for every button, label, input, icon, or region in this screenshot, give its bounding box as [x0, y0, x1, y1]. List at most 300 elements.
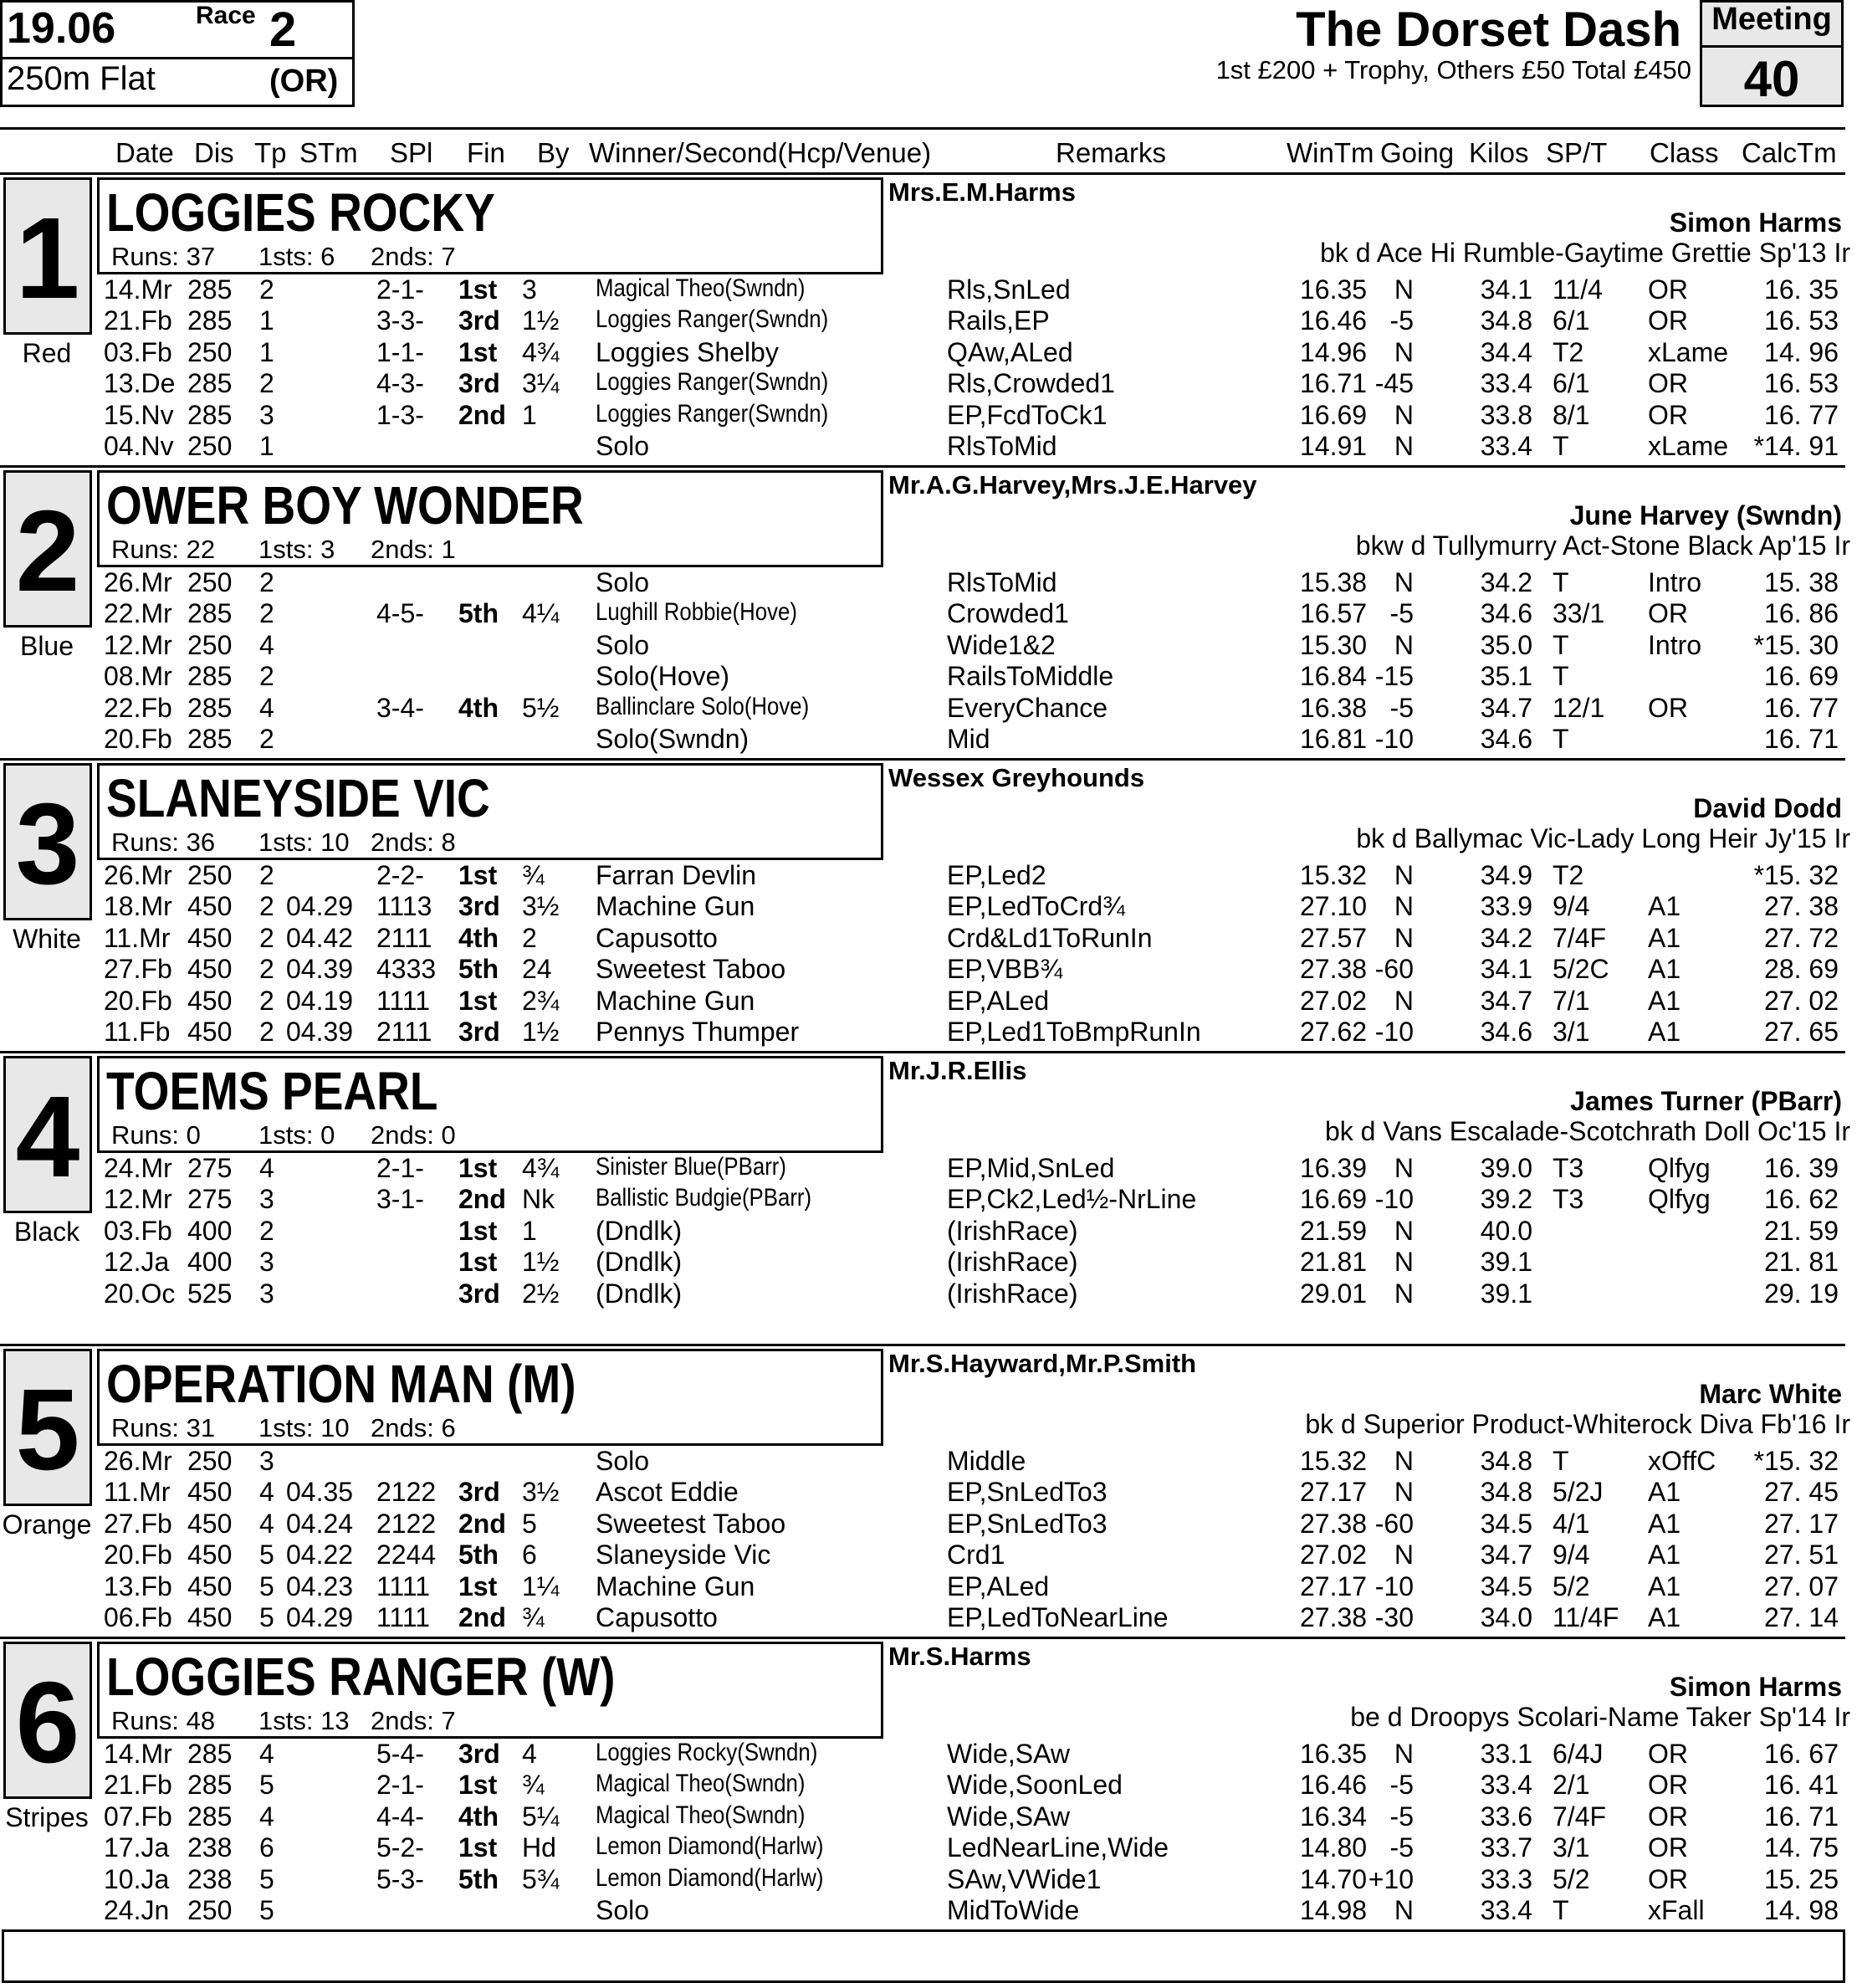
form-remarks: Wide,SAw — [947, 1739, 1071, 1769]
form-winner: Solo(Hove) — [596, 661, 730, 692]
form-dis: 285 — [187, 1739, 233, 1769]
form-calc: *14. 91 — [1753, 431, 1839, 461]
form-cls: A1 — [1648, 1508, 1681, 1539]
form-winner: Slaneyside Vic — [596, 1540, 771, 1570]
owner-name: Mrs.E.M.Harms — [888, 177, 1076, 207]
form-wintm: 14.80 — [1300, 1832, 1368, 1863]
form-remarks: QAw,ALed — [947, 336, 1073, 367]
form-row — [0, 1770, 1857, 1801]
form-cls: xLame — [1648, 431, 1729, 461]
form-dis: 250 — [187, 629, 233, 660]
form-cls: xLame — [1648, 336, 1729, 367]
form-cls: A1 — [1648, 985, 1681, 1016]
form-kilos: 34.6 — [1480, 1017, 1532, 1047]
form-kilos: 33.3 — [1480, 1863, 1532, 1894]
form-calc: *15. 32 — [1753, 860, 1839, 890]
form-by: 5½ — [522, 692, 560, 723]
form-going: N — [1394, 1153, 1414, 1183]
seconds-count: 2nds: 8 — [371, 827, 456, 857]
form-row — [0, 1247, 1857, 1278]
form-fin: 2nd — [458, 399, 506, 430]
form-cls: A1 — [1648, 1540, 1681, 1570]
trap-number: 1 — [15, 194, 80, 323]
form-cls: A1 — [1648, 891, 1681, 922]
form-row — [0, 1602, 1857, 1634]
form-date: 27.Fb — [104, 954, 172, 985]
form-cls: Qlfyg — [1648, 1184, 1711, 1215]
form-by: 4¾ — [522, 336, 560, 367]
form-by: Nk — [522, 1184, 555, 1215]
form-calc: 21. 59 — [1764, 1215, 1839, 1246]
breeding: bkw d Tullymurry Act-Stone Black Ap'15 Ir — [1355, 530, 1850, 561]
firsts-count: 1sts: 10 — [258, 827, 350, 857]
form-fin: 3rd — [458, 1477, 500, 1508]
form-calc: 16. 71 — [1764, 724, 1839, 754]
form-dis: 238 — [187, 1832, 233, 1863]
dog-stats — [111, 1120, 456, 1150]
form-date: 15.Nv — [104, 399, 174, 430]
form-row — [0, 954, 1857, 986]
form-remarks: EP,Led2 — [947, 860, 1046, 890]
form-kilos: 39.1 — [1480, 1278, 1532, 1309]
form-tp: 5 — [259, 1863, 274, 1894]
form-date: 21.Fb — [104, 1770, 172, 1801]
form-dis: 450 — [187, 1540, 233, 1570]
form-spl: 2122 — [376, 1477, 437, 1508]
form-calc: 16. 39 — [1764, 1153, 1839, 1183]
form-wintm: 27.02 — [1300, 985, 1368, 1016]
form-sp: 11/4 — [1553, 274, 1603, 305]
form-tp: 2 — [259, 1017, 274, 1047]
form-spl: 2-1- — [376, 1153, 424, 1183]
form-winner: Magical Theo(Swndn) — [596, 1770, 806, 1798]
form-wintm: 27.17 — [1300, 1477, 1368, 1508]
form-kilos: 34.5 — [1480, 1508, 1532, 1539]
form-going: N — [1394, 567, 1414, 597]
form-dis: 275 — [187, 1184, 233, 1215]
form-row — [0, 724, 1857, 756]
form-calc: 27. 17 — [1764, 1508, 1839, 1539]
form-date: 26.Mr — [104, 1446, 172, 1476]
form-remarks: Wide,SAw — [947, 1801, 1071, 1832]
form-sp: T — [1553, 629, 1569, 660]
form-spl: 2111 — [376, 922, 432, 953]
form-tp: 3 — [259, 1247, 274, 1278]
form-winner: Magical Theo(Swndn) — [596, 274, 806, 302]
form-sp: T — [1553, 431, 1569, 461]
footer-box — [2, 1929, 1845, 1983]
col-kilos: Kilos — [1469, 137, 1529, 168]
trainer-name: Marc White — [1699, 1379, 1842, 1409]
form-date: 26.Mr — [104, 860, 172, 890]
form-calc: 16. 62 — [1764, 1184, 1839, 1215]
form-row — [0, 305, 1857, 337]
form-cls: OR — [1648, 1863, 1688, 1894]
form-remarks: (IrishRace) — [947, 1215, 1078, 1246]
form-wintm: 29.01 — [1300, 1278, 1368, 1309]
form-wintm: 16.71 — [1300, 368, 1368, 399]
race-info-divider — [0, 57, 355, 59]
form-row — [0, 431, 1857, 463]
form-tp: 3 — [259, 1278, 274, 1309]
form-dis: 450 — [187, 922, 233, 953]
form-stm: 04.35 — [286, 1477, 354, 1508]
form-dis: 250 — [187, 567, 233, 597]
form-dis: 285 — [187, 368, 233, 399]
meeting-number: 40 — [1743, 51, 1800, 107]
form-date: 12.Ja — [104, 1247, 170, 1278]
firsts-count: 1sts: 10 — [258, 1413, 350, 1442]
form-by: ¾ — [522, 1770, 545, 1801]
form-fin: 4th — [458, 692, 499, 723]
form-fin: 3rd — [458, 368, 500, 399]
form-date: 08.Mr — [104, 661, 172, 692]
form-sp: T2 — [1553, 336, 1584, 367]
form-calc: 16. 67 — [1764, 1739, 1839, 1769]
form-wintm: 14.96 — [1300, 336, 1368, 367]
form-dis: 250 — [187, 1446, 233, 1476]
form-going: -5 — [1389, 305, 1414, 336]
race-grade: (OR) — [269, 64, 339, 99]
form-going: -5 — [1389, 1832, 1414, 1863]
col-dis: Dis — [194, 137, 234, 168]
form-sp: 5/2J — [1553, 1477, 1604, 1508]
form-date: 11.Mr — [104, 922, 171, 953]
form-kilos: 33.4 — [1480, 1770, 1532, 1801]
form-kilos: 34.8 — [1480, 1446, 1532, 1476]
form-wintm: 15.30 — [1300, 629, 1368, 660]
form-kilos: 33.4 — [1480, 1895, 1532, 1925]
trainer-name: June Harvey (Swndn) — [1569, 500, 1842, 530]
form-row — [0, 1540, 1857, 1571]
form-cls: OR — [1648, 1739, 1688, 1769]
form-tp: 4 — [259, 1801, 274, 1832]
dog-stats — [111, 242, 456, 272]
dog-name: SLANEYSIDE VIC — [106, 768, 490, 828]
form-remarks: EP,Mid,SnLed — [947, 1153, 1115, 1183]
col-wintm: WinTm — [1287, 137, 1374, 168]
form-row — [0, 923, 1857, 955]
form-row — [0, 400, 1857, 432]
trap-number: 3 — [15, 780, 80, 909]
form-by: 3¼ — [522, 368, 560, 399]
form-winner: Solo — [596, 567, 650, 597]
form-spl: 1111 — [376, 1602, 431, 1632]
form-date: 04.Nv — [104, 431, 174, 461]
form-going: N — [1394, 922, 1414, 953]
form-remarks: EP,Ck2,Led½-NrLine — [947, 1184, 1197, 1215]
form-going: -60 — [1374, 1508, 1414, 1539]
form-remarks: EP,LedToCrd¾ — [947, 891, 1125, 922]
form-by: 6 — [522, 1540, 537, 1570]
form-spl: 4-5- — [376, 598, 424, 629]
form-tp: 2 — [259, 598, 274, 629]
form-going: -10 — [1374, 1184, 1414, 1215]
form-dis: 450 — [187, 1508, 233, 1539]
form-remarks: (IrishRace) — [947, 1278, 1078, 1309]
form-row — [0, 1153, 1857, 1185]
col-going: Going — [1380, 137, 1455, 168]
form-tp: 5 — [259, 1570, 274, 1601]
form-row — [0, 1739, 1857, 1770]
form-row — [0, 1446, 1857, 1478]
form-sp: 7/4F — [1553, 922, 1607, 953]
form-date: 22.Fb — [104, 692, 172, 723]
form-row — [0, 1832, 1857, 1864]
form-kilos: 34.4 — [1480, 336, 1532, 367]
form-winner: Lughill Robbie(Hove) — [596, 598, 797, 627]
form-fin: 1st — [458, 336, 498, 367]
form-wintm: 16.39 — [1300, 1153, 1368, 1183]
form-tp: 4 — [259, 692, 274, 723]
form-date: 27.Fb — [104, 1508, 172, 1539]
form-spl: 1111 — [376, 1570, 431, 1601]
trap-number: 4 — [15, 1073, 80, 1202]
form-remarks: EP,SnLedTo3 — [947, 1477, 1108, 1508]
firsts-count: 1sts: 3 — [258, 535, 335, 564]
form-going: -10 — [1374, 1570, 1414, 1601]
form-dis: 400 — [187, 1215, 233, 1246]
form-row — [0, 1895, 1857, 1927]
form-dis: 285 — [187, 399, 233, 430]
form-winner: Capusotto — [596, 922, 718, 953]
form-remarks: Mid — [947, 724, 990, 754]
form-date: 14.Mr — [104, 1739, 172, 1769]
form-fin: 1st — [458, 1247, 498, 1278]
form-tp: 5 — [259, 1895, 274, 1925]
form-kilos: 33.4 — [1480, 431, 1532, 461]
form-kilos: 39.1 — [1480, 1247, 1532, 1278]
form-going: N — [1394, 1215, 1414, 1246]
form-going: N — [1394, 1739, 1414, 1769]
form-date: 11.Fb — [104, 1017, 171, 1047]
form-dis: 250 — [187, 431, 233, 461]
trap-colour: Blue — [19, 631, 74, 661]
trap-colour: Orange — [2, 1509, 92, 1540]
form-tp: 2 — [259, 1215, 274, 1246]
form-winner: Loggies Ranger(Swndn) — [596, 399, 829, 428]
form-dis: 285 — [187, 661, 233, 692]
form-going: N — [1394, 274, 1414, 305]
form-dis: 275 — [187, 1153, 233, 1183]
form-cls: A1 — [1648, 1017, 1681, 1047]
form-winner: Lemon Diamond(Harlw) — [596, 1863, 824, 1892]
form-by: 1¼ — [522, 1570, 560, 1601]
form-by: 5¼ — [522, 1801, 560, 1832]
form-kilos: 39.2 — [1480, 1184, 1532, 1215]
meeting-label: Meeting — [1711, 2, 1832, 37]
form-row — [0, 693, 1857, 725]
form-winner: Solo — [596, 1446, 650, 1476]
form-sp: 8/1 — [1553, 399, 1590, 430]
form-fin: 3rd — [458, 1017, 500, 1047]
form-remarks: Crd1 — [947, 1540, 1005, 1570]
form-remarks: Rails,EP — [947, 305, 1050, 336]
form-remarks: Crowded1 — [947, 598, 1069, 629]
form-sp: 6/1 — [1553, 305, 1590, 336]
form-row — [0, 598, 1857, 630]
form-stm: 04.42 — [286, 922, 354, 953]
form-kilos: 34.7 — [1480, 1540, 1532, 1570]
form-date: 13.Fb — [104, 1570, 172, 1601]
form-fin: 1st — [458, 985, 498, 1016]
dog-name-box — [97, 177, 883, 274]
seconds-count: 2nds: 0 — [371, 1120, 456, 1150]
form-spl: 3-3- — [376, 305, 424, 336]
owner-name: Mr.S.Harms — [888, 1642, 1031, 1671]
dog-name: LOGGIES RANGER (W) — [106, 1647, 616, 1707]
col-spl: SPl — [390, 137, 433, 168]
form-going: -5 — [1389, 598, 1414, 629]
form-calc: 27. 51 — [1764, 1540, 1839, 1570]
form-row — [0, 860, 1857, 892]
form-remarks: EP,FcdToCk1 — [947, 399, 1108, 430]
runner-rule — [0, 1051, 1845, 1053]
form-dis: 285 — [187, 724, 233, 754]
form-tp: 3 — [259, 1184, 274, 1215]
form-fin: 3rd — [458, 1278, 500, 1309]
form-sp: 7/4F — [1553, 1801, 1607, 1832]
form-by: 1½ — [522, 1017, 560, 1047]
trap-colour: White — [13, 924, 81, 954]
form-date: 17.Ja — [104, 1832, 170, 1863]
form-sp: 5/2 — [1553, 1570, 1590, 1601]
form-winner: Sweetest Taboo — [596, 954, 786, 985]
form-wintm: 27.02 — [1300, 1540, 1368, 1570]
form-row — [0, 891, 1857, 923]
form-by: 3½ — [522, 1477, 560, 1508]
form-sp: 2/1 — [1553, 1770, 1590, 1801]
form-winner: Loggies Ranger(Swndn) — [596, 368, 829, 397]
form-remarks: EP,ALed — [947, 985, 1050, 1016]
form-winner: Machine Gun — [596, 985, 755, 1016]
form-dis: 250 — [187, 336, 233, 367]
columns-rule — [0, 172, 1845, 175]
form-wintm: 27.57 — [1300, 922, 1368, 953]
form-row — [0, 1571, 1857, 1603]
form-wintm: 14.70 — [1300, 1863, 1368, 1894]
form-calc: 16. 53 — [1764, 305, 1839, 336]
form-row — [0, 661, 1857, 693]
form-tp: 2 — [259, 724, 274, 754]
form-calc: 27. 65 — [1764, 1017, 1839, 1047]
form-date: 20.Oc — [104, 1278, 176, 1309]
form-cls: Intro — [1648, 567, 1702, 597]
form-kilos: 34.5 — [1480, 1570, 1532, 1601]
form-winner: Solo — [596, 431, 650, 461]
form-date: 18.Mr — [104, 891, 172, 922]
form-dis: 250 — [187, 860, 233, 890]
form-calc: 27. 07 — [1764, 1570, 1839, 1601]
form-spl: 2-1- — [376, 1770, 424, 1801]
form-dis: 525 — [187, 1278, 233, 1309]
form-stm: 04.19 — [286, 985, 354, 1016]
form-by: 1 — [522, 1215, 537, 1246]
form-spl: 2111 — [376, 1017, 432, 1047]
form-date: 24.Jn — [104, 1895, 170, 1925]
col-calctm: CalcTm — [1742, 137, 1837, 168]
form-spl: 3-4- — [376, 692, 424, 723]
form-sp: 5/2C — [1553, 954, 1609, 985]
dog-name: OPERATION MAN (M) — [106, 1354, 576, 1414]
runs-count: Runs: 22 — [111, 535, 216, 564]
form-dis: 450 — [187, 1570, 233, 1601]
seconds-count: 2nds: 7 — [371, 1706, 456, 1735]
race-number: 2 — [269, 3, 297, 57]
form-row — [0, 567, 1857, 599]
form-winner: (Dndlk) — [596, 1247, 683, 1278]
form-winner: Loggies Shelby — [596, 336, 779, 367]
form-wintm: 16.69 — [1300, 399, 1368, 430]
form-by: 2½ — [522, 1278, 560, 1309]
form-wintm: 16.34 — [1300, 1801, 1368, 1832]
form-dis: 250 — [187, 1895, 233, 1925]
form-wintm: 16.81 — [1300, 724, 1368, 754]
form-date: 20.Fb — [104, 985, 172, 1016]
dog-stats — [111, 1413, 456, 1443]
form-kilos: 34.2 — [1480, 567, 1532, 597]
form-remarks: Middle — [947, 1446, 1026, 1476]
form-spl: 2-1- — [376, 274, 424, 305]
form-spl: 4-3- — [376, 368, 424, 399]
form-sp: T — [1553, 567, 1569, 597]
form-cls: Qlfyg — [1648, 1153, 1711, 1183]
form-cls: OR — [1648, 1770, 1688, 1801]
form-tp: 2 — [259, 661, 274, 692]
form-wintm: 21.59 — [1300, 1215, 1368, 1246]
form-kilos: 34.8 — [1480, 1477, 1532, 1508]
form-going: -30 — [1374, 1602, 1414, 1632]
form-calc: 16. 69 — [1764, 661, 1839, 692]
form-sp: 4/1 — [1553, 1508, 1590, 1539]
form-tp: 6 — [259, 1832, 274, 1863]
dog-stats — [111, 827, 456, 858]
form-calc: 27. 38 — [1764, 891, 1839, 922]
col-winner: Winner/Second(Hcp/Venue) — [589, 137, 932, 168]
form-dis: 450 — [187, 1017, 233, 1047]
form-going: N — [1394, 1446, 1414, 1476]
form-going: N — [1394, 399, 1414, 430]
form-by: 1½ — [522, 305, 560, 336]
form-date: 12.Mr — [104, 1184, 172, 1215]
form-remarks: EveryChance — [947, 692, 1108, 723]
form-by: 2 — [522, 922, 537, 953]
form-sp: 7/1 — [1553, 985, 1590, 1016]
form-wintm: 14.98 — [1300, 1895, 1368, 1925]
form-spl: 3-1- — [376, 1184, 424, 1215]
form-wintm: 27.38 — [1300, 1602, 1368, 1632]
form-going: +10 — [1368, 1863, 1414, 1894]
form-fin: 2nd — [458, 1602, 506, 1632]
form-winner: Loggies Rocky(Swndn) — [596, 1739, 818, 1766]
col-fin: Fin — [467, 137, 505, 168]
form-sp: T — [1553, 724, 1569, 754]
owner-name: Mr.A.G.Harvey,Mrs.J.E.Harvey — [888, 470, 1257, 500]
trainer-name: David Dodd — [1693, 793, 1842, 823]
form-row — [0, 1801, 1857, 1833]
form-wintm: 16.57 — [1300, 598, 1368, 629]
form-fin: 5th — [458, 954, 499, 985]
form-date: 11.Mr — [104, 1477, 171, 1508]
runs-count: Runs: 31 — [111, 1413, 216, 1442]
form-winner: Solo — [596, 1895, 650, 1925]
form-going: N — [1394, 431, 1414, 461]
form-date: 24.Mr — [104, 1153, 172, 1183]
race-title: The Dorset Dash — [1296, 3, 1681, 57]
form-going: N — [1394, 860, 1414, 890]
form-going: -45 — [1374, 368, 1414, 399]
col-spt: SP/T — [1546, 137, 1608, 168]
